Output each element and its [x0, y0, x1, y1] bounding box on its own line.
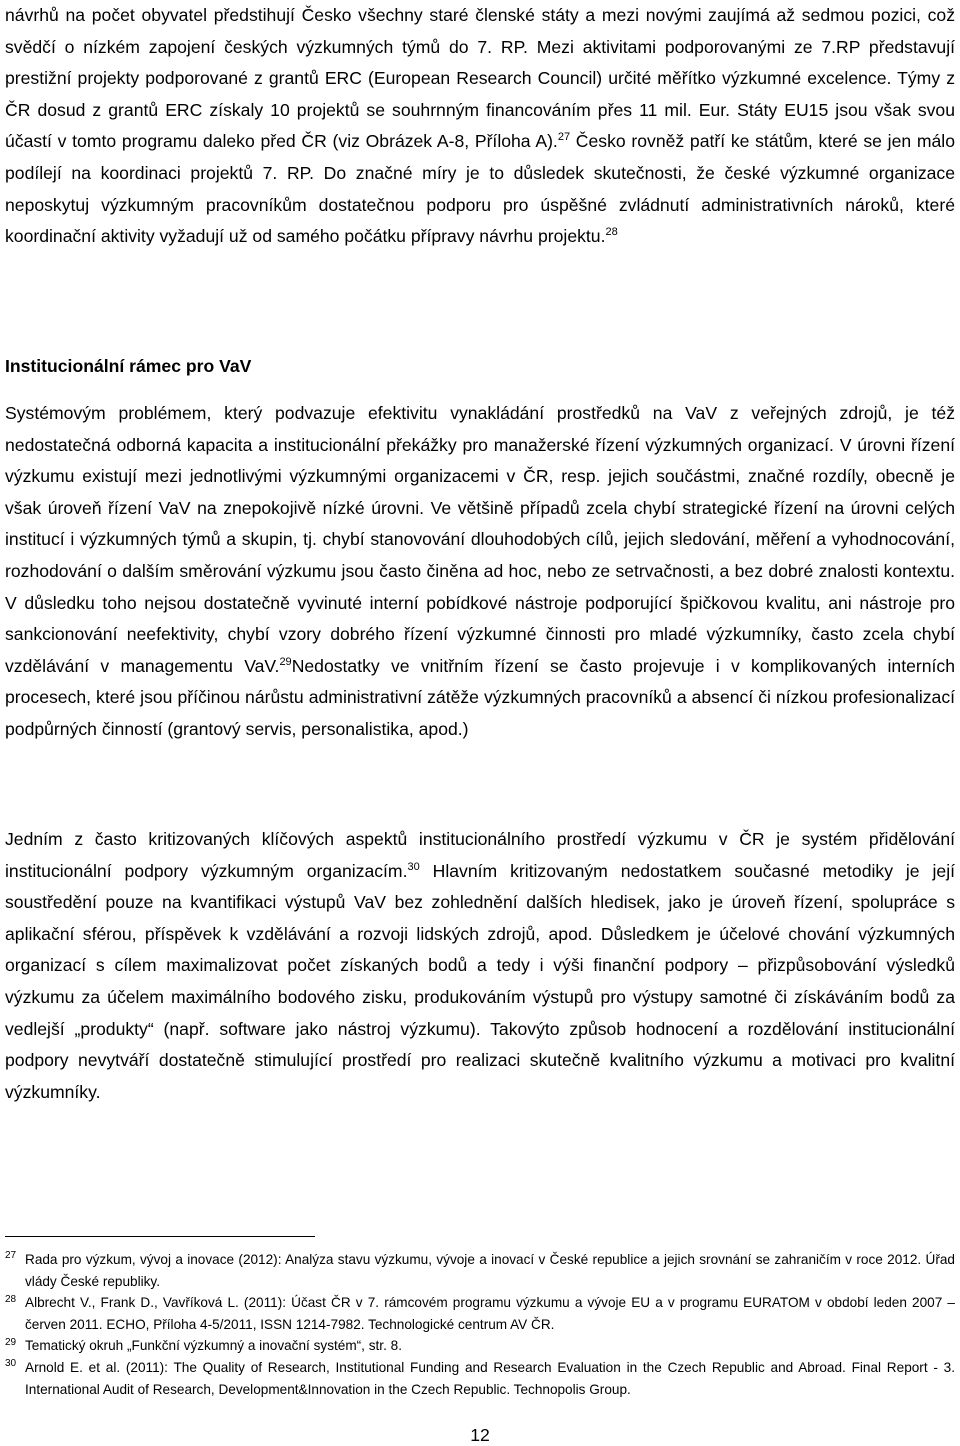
footnotes [5, 1249, 955, 1400]
body-paragraph [5, 0, 955, 253]
footnote-separator [5, 1236, 315, 1237]
paragraph-text: Jedním z často kritizovaných klíčových aspektů institucionálního prostředí výzkumu v ČR je systém přidělování institucionální podpory výzkumným organizacím. [5, 829, 955, 881]
footnote-text: Arnold E. et al. (2011): The Quality of Research, Institutional Funding and Research Evaluation in the Czech Republic and Abroad. Final Report - 3. International Audit of Research, Development&Innovation in the Czech Republic. Technopolis Group. [25, 1359, 955, 1397]
paragraph-text: návrhů na počet obyvatel předstihují Česko všechny staré členské státy a mezi novými zaujímá až sedmou pozici, což svědčí o nízkém zapojení českých výzkumných týmů do 7. RP. Mezi aktivitami podporovanými ze 7.RP představují prestižní projekty podporované z grantů ERC (European Research Council) určité měřítko výzkumné excelence. Týmy z ČR dosud z grantů ERC získaly 10 projektů se souhrnným financováním přes 11 mil. Eur. Státy EU15 jsou však svou účastí v tomto programu daleko před ČR (viz Obrázek A-8, Příloha A). [5, 5, 955, 152]
paragraph-text: Česko rovněž patří ke státům, které se jen málo podílejí na koordinaci projektů 7. RP. Do značné míry je to důsledek skutečnosti, že české výzkumné organizace neposkytuj výzkumným pracovníkům dostatečnou podporu pro úspěšné zvládnutí administrativních nároků, které koordinační aktivity vyžadují už od samého počátku přípravy návrhu projektu. [5, 131, 956, 247]
body-paragraph [5, 824, 955, 1108]
footnote-text: Albrecht V., Frank D., Vavříková L. (2011): Účast ČR v 7. rámcovém programu výzkumu a vývoje EU a v programu EURATOM v období leden 2007 – červen 2011. ECHO, Příloha 4-5/2011, ISSN 1214-7982. Technologické centrum AV ČR. [25, 1295, 955, 1332]
footnote-reference[interactable]: 30 [407, 860, 420, 873]
footnote-reference[interactable]: 28 [605, 226, 618, 239]
paragraph-text: Hlavním kritizovaným nedostatkem současné metodiky je její soustředění pouze na kvantifikaci výstupů VaV bez zohlednění dalších hledisek, jako je úroveň řízení, spolupráce s aplikační sférou, příspěvek k vzdělávání a rozvoji lidských zdrojů, apod. Důsledkem je účelové chování výzkumných organizací s cílem maximalizovat počet získaných bodů a tedy i výši finanční podpory – přizpůsobování výsledků výzkumu za účelem maximálního bodového zisku, produkováním výstupů pro výstupy samotné či získáváním bodů za vedlejší „produkty“ (např. software jako nástroj výzkumu). Takovýto způsob hodnocení a rozdělování institucionální podpory nevytváří dostatečně stimulující prostředí pro realizaci skutečně kvalitního výzkumu a motivaci pro kvalitní výzkumníky. [5, 860, 955, 1102]
footnote-reference[interactable]: 29 [279, 655, 292, 668]
paragraph-text: Systémovým problémem, který podvazuje efektivitu vynakládání prostředků na VaV z veřejných zdrojů, je též nedostatečná odborná kapacita a institucionální překážky pro manažerské řízení výzkumných organizací. V úrovni řízení výzkumu existují mezi jednotlivými výzkumnými organizacemi v ČR, resp. jejich součástmi, značné rozdíly, obecně je však úroveň řízení VaV na znepokojivě nízké úrovni. Ve většině případů zcela chybí strategické řízení na úrovni celých institucí i výzkumných týmů a skupin, tj. chybí stanovování dlouhodobých cílů, jejich sledování, měření a vyhodnocování, rozhodování o dalším směrování výzkumu jsou často činěna ad hoc, nebo ze setrvačnosti, a bez dobré znalosti kontextu. V důsledku toho nejsou dostatečně vyvinuté interní pobídkové nástroje podporující špičkovou kvalitu, ani nástroje pro sankcionování neefektivity, chybí vzory dobrého řízení výzkumné činnosti pro mladé výzkumníky, často zcela chybí vzdělávání v managementu VaV. [5, 403, 955, 676]
footnote-text: Tematický okruh „Funkční výzkumný a inovační systém“, str. 8. [25, 1338, 402, 1354]
section-heading: Institucionální rámec pro VaV [5, 356, 252, 376]
footnote: $^{27}$ Rada pro výzkum, vývoj a inovace (2012): Analýza stavu výzkumu, vývoje a inovací v České republice a jejich srovnání se zahraničím v roce 2012. Úřad vlády České republiky. [5, 1250, 955, 1289]
footnote: $^{30}$ Arnold E. et al. (2011): The Quality of Research, Institutional Funding and Research Evaluation in the Czech Republic and Abroad. Final Report - 3. International Audit of Research, Development&Innovation in the Czech Republic. Technopolis Group. [5, 1358, 955, 1397]
footnote: $^{28}$ Albrecht V., Frank D., Vavříková L. (2011): Účast ČR v 7. rámcovém programu výzkumu a vývoje EU a v programu EURATOM v období leden 2007 – červen 2011. ECHO, Příloha 4-5/2011, ISSN 1214-7982. Technologické centrum AV ČR. [5, 1293, 955, 1332]
page-number: 12 [470, 1425, 490, 1445]
footnote-text: Rada pro výzkum, vývoj a inovace (2012): Analýza stavu výzkumu, vývoje a inovací v České republice a jejich srovnání se zahraničím v roce 2012. Úřad vlády České republiky. [25, 1252, 955, 1289]
footnote: $^{29}$ Tematický okruh „Funkční výzkumný a inovační systém“, str. 8. [5, 1336, 402, 1354]
paragraph-text: Nedostatky ve vnitřním řízení se často projevuje i v komplikovaných interních procesech, které jsou příčinou nárůstu administrativní zátěže výzkumných pracovníků a absencí či nízkou profesionalizací podpůrných činností (grantový servis, personalistika, apod.) [5, 655, 955, 739]
footnote-reference[interactable]: 27 [557, 131, 571, 144]
body-paragraph [5, 398, 955, 746]
